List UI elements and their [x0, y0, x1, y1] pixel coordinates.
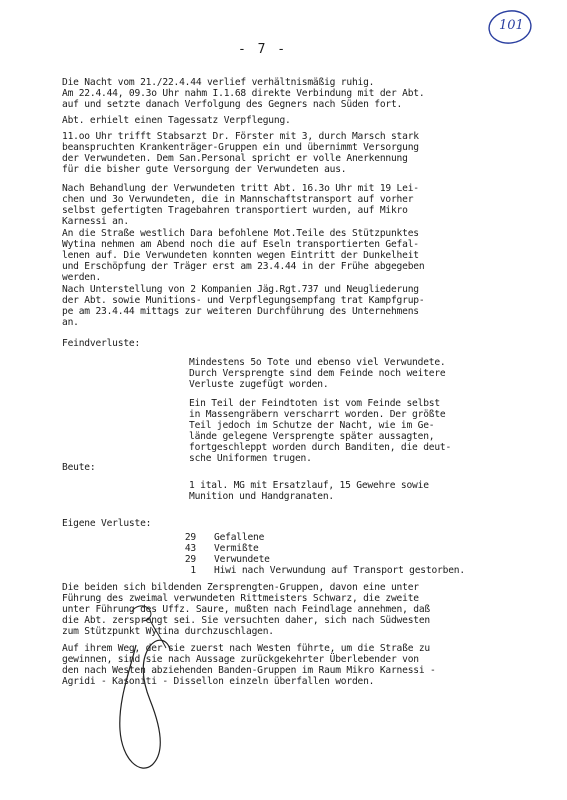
text-line: Wytina nehmen am Abend noch die auf Eseln transportierten Gefal-: [62, 239, 419, 250]
text-line: und Erschöpfung der Träger erst am 23.4.44 in der Frühe abgegeben: [62, 261, 425, 272]
text-line: 11.oo Uhr trifft Stabsarzt Dr. Förster mit 3, durch Marsch stark: [62, 131, 419, 142]
text-line: unter Führung des Uffz. Saure, mußten nach Feindlage annehmen, daß: [62, 604, 431, 615]
text-line: werden.: [62, 272, 102, 283]
loss-label: Verwundete: [214, 554, 270, 565]
text-line: chen und 3o Verwundeten, die in Mannschaftstransport auf vorher: [62, 194, 414, 205]
loss-label: Vermißte: [214, 543, 259, 554]
text-line: gewinnen, sind sie nach Aussage zurückgekehrter Überlebender von: [62, 654, 419, 665]
text-line: für die bisher gute Versorgung der Verwundeten aus.: [62, 164, 347, 175]
text-line: Die beiden sich bildenden Zersprengten-Gruppen, davon eine unter: [62, 582, 419, 593]
text-line: An die Straße westlich Dara befohlene Mot.Teile des Stützpunktes: [62, 228, 419, 239]
text-line: Mindestens 5o Tote und ebenso viel Verwundete.: [189, 357, 446, 368]
text-line: der Verwundeten. Dem San.Personal spricht er volle Anerkennung: [62, 153, 408, 164]
section-heading: Beute:: [62, 462, 96, 473]
text-line: 1 ital. MG mit Ersatzlauf, 15 Gewehre sowie: [189, 480, 429, 491]
text-line: selbst gefertigten Tragebahren transportiert wurden, auf Mikro: [62, 205, 408, 216]
text-line: Verluste zugefügt worden.: [189, 379, 329, 390]
text-line: Am 22.4.44, 09.3o Uhr nahm I.1.68 direkte Verbindung mit der Abt.: [62, 88, 425, 99]
text-line: pe am 23.4.44 mittags zur weiteren Durchführung des Unternehmens: [62, 306, 419, 317]
text-line: Teil jedoch im Schutze der Nacht, wie im Ge-: [189, 420, 435, 431]
text-line: lenen auf. Die Verwundeten konnten wegen Eintritt der Dunkelheit: [62, 250, 419, 261]
loss-label: Hiwi nach Verwundung auf Transport gestorben.: [214, 565, 465, 576]
text-line: den nach Westen abziehenden Banden-Gruppen im Raum Mikro Karnessi -: [62, 665, 436, 676]
text-line: sche Uniformen trugen.: [189, 453, 312, 464]
text-line: Agridi - Kasoniti - Dissellon einzeln überfallen worden.: [62, 676, 375, 687]
loss-count: 29: [184, 554, 196, 565]
loss-count: 29: [184, 532, 196, 543]
text-line: Nach Unterstellung von 2 Kompanien Jäg.Rgt.737 und Neugliederung: [62, 284, 419, 295]
text-line: in Massengräbern verscharrt worden. Der größte: [189, 409, 446, 420]
text-line: auf und setzte danach Verfolgung des Gegners nach Süden fort.: [62, 99, 403, 110]
text-line: die Abt. zersprengt sei. Sie versuchten daher, sich nach Südwesten: [62, 615, 431, 626]
text-line: Führung des zweimal verwundeten Rittmeisters Schwarz, die zweite: [62, 593, 419, 604]
text-line: zum Stützpunkt Wytina durchzuschlagen.: [62, 626, 274, 637]
text-line: beanspruchten Krankenträger-Gruppen ein und übernimmt Versorgung: [62, 142, 419, 153]
text-line: Durch Versprengte sind dem Feinde noch weitere: [189, 368, 446, 379]
text-line: Karnessi an.: [62, 216, 129, 227]
text-line: Abt. erhielt einen Tagessatz Verpflegung.: [62, 115, 291, 126]
text-line: lände gelegene Versprengte später aussagten,: [189, 431, 435, 442]
page-number: - 7 -: [238, 42, 288, 57]
text-line: Ein Teil der Feindtoten ist vom Feinde selbst: [189, 398, 440, 409]
text-line: Munition und Handgranaten.: [189, 491, 334, 502]
archive-stamp-number: 101: [499, 18, 524, 33]
text-line: Auf ihrem Weg, der sie zuerst nach Westen führte, um die Straße zu: [62, 643, 431, 654]
text-line: der Abt. sowie Munitions- und Verpflegungsempfang trat Kampfgrup-: [62, 295, 425, 306]
text-line: Die Nacht vom 21./22.4.44 verlief verhältnismäßig ruhig.: [62, 77, 375, 88]
loss-count: 1: [190, 565, 196, 576]
section-heading: Feindverluste:: [62, 338, 141, 349]
loss-label: Gefallene: [214, 532, 265, 543]
text-line: fortgeschleppt worden durch Banditen, die deut-: [189, 442, 452, 453]
text-line: Nach Behandlung der Verwundeten tritt Abt. 16.3o Uhr mit 19 Lei-: [62, 183, 419, 194]
section-heading: Eigene Verluste:: [62, 518, 152, 529]
text-line: an.: [62, 317, 79, 328]
loss-count: 43: [184, 543, 196, 554]
